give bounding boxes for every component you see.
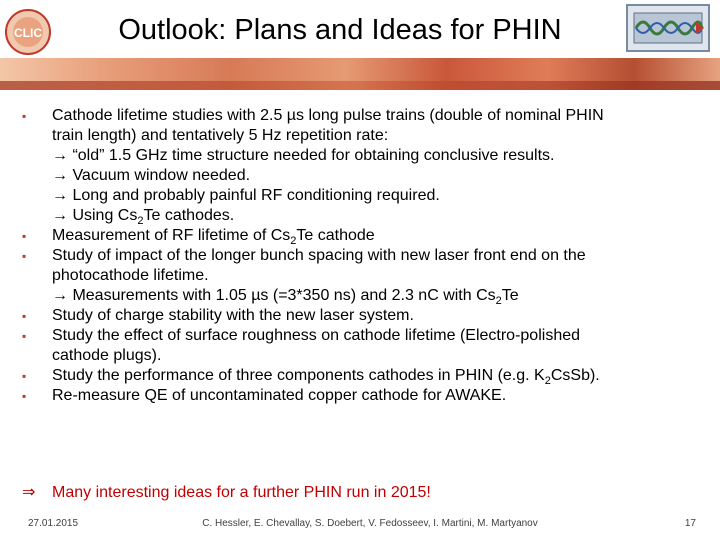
bullet-item [22, 106, 702, 226]
bullet-icon: ▪ [22, 369, 27, 383]
phin-logo [626, 4, 710, 52]
bullet-icon: ▪ [22, 109, 27, 123]
bullet-item [22, 326, 702, 366]
conclusion-text: Many interesting ideas for a further PHIN run in 2015! [52, 484, 431, 501]
clic-logo [4, 8, 52, 56]
bullet-line: → Vacuum window needed. [52, 167, 251, 184]
title-banner [0, 58, 720, 90]
bullet-list [22, 106, 702, 406]
bullet-line: train length) and tentatively 5 Hz repetition rate: [52, 127, 389, 144]
bullet-line: Cathode lifetime studies with 2.5 µs long pulse trains (double of nominal PHIN [52, 107, 604, 124]
conclusion [22, 483, 702, 503]
bullet-line: Study the performance of three components cathodes in PHIN (e.g. $K_2CsSb$). [52, 367, 600, 388]
bullet-line: Study of impact of the longer bunch spacing with new laser front end on the [52, 247, 586, 264]
bullet-item [22, 306, 702, 326]
bullet-line: → Measurements with 1.05 µs (=3*350 ns) and 2.3 nC with $Cs_2Te$ [52, 287, 519, 308]
bullet-line: → Using $Cs_2Te$ cathodes. [52, 207, 235, 228]
bullet-icon: ▪ [22, 229, 27, 243]
footer-date: 27.01.2015 [28, 518, 79, 529]
bullet-icon: ▪ [22, 309, 27, 323]
bullet-item [22, 246, 702, 306]
slide-title: Outlook: Plans and Ideas for PHIN [118, 14, 562, 46]
bullet-icon: ▪ [22, 249, 27, 263]
bullet-item [22, 366, 702, 386]
bullet-icon: ▪ [22, 329, 27, 343]
bullet-item [22, 386, 702, 406]
implies-icon: ⇒ [22, 484, 36, 501]
bullet-line: → Long and probably painful RF conditioning required. [52, 187, 440, 204]
bullet-line: Study the effect of surface roughness on cathode lifetime (Electro-polished [52, 327, 581, 344]
bullet-line: Study of charge stability with the new laser system. [52, 307, 414, 324]
footer-authors: C. Hessler, E. Chevallay, S. Doebert, V. Fedosseev, I. Martini, M. Martyanov [202, 518, 538, 529]
bullet-line: photocathode lifetime. [52, 267, 209, 284]
footer-page-number: 17 [684, 518, 696, 529]
bullet-icon: ▪ [22, 389, 27, 403]
bullet-line: → “old” 1.5 GHz time structure needed for obtaining conclusive results. [52, 147, 555, 164]
bullet-item [22, 226, 702, 246]
bullet-line: Measurement of RF lifetime of $Cs_2Te$ cathode [52, 227, 375, 248]
bullet-line: cathode plugs). [52, 347, 162, 364]
clic-logo-text: CLIC [14, 26, 42, 40]
bullet-line: Re-measure QE of uncontaminated copper cathode for AWAKE. [52, 387, 507, 404]
